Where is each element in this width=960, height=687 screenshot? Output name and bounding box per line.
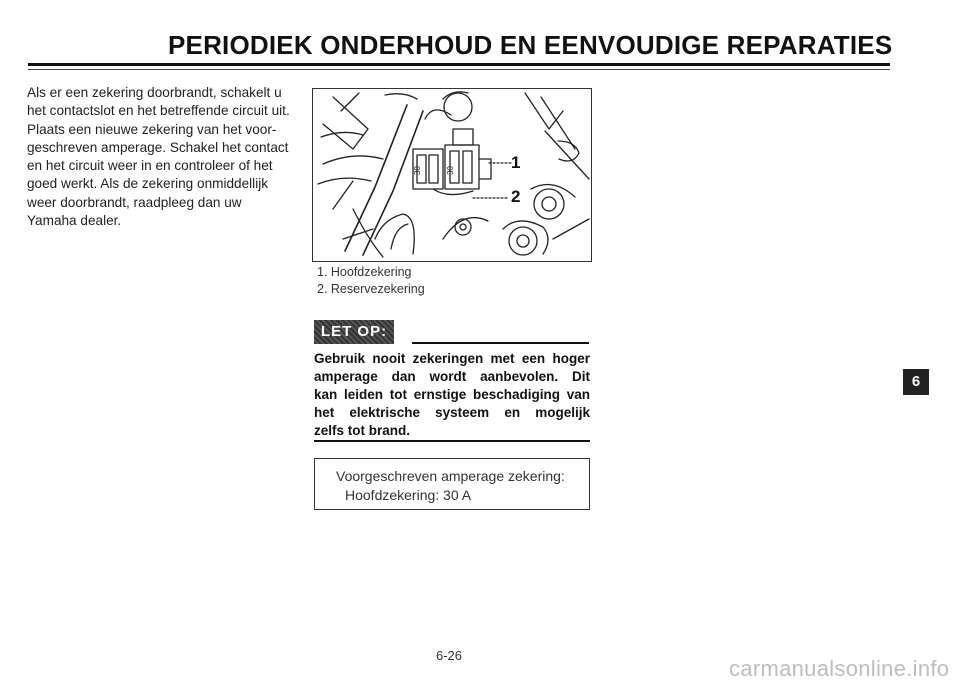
callout-main-fuse: 1 <box>511 153 521 172</box>
caution-line: Gebruik nooit zekeringen met een hoger <box>314 351 590 366</box>
body-line: en het circuit weer in en controleer of het <box>27 158 273 174</box>
body-line: Als er een zekering doorbrandt, schakelt u <box>27 85 282 100</box>
spec-value: Hoofdzekering: 30 A <box>345 487 472 503</box>
caution-line: zelfs tot brand. <box>314 423 411 438</box>
caution-badge: LET OP: <box>314 320 394 344</box>
body-line: geschreven amperage. Schakel het contact <box>27 139 289 155</box>
body-line: Yamaha dealer. <box>27 213 122 229</box>
caption-spare-fuse: 2. Reservezekering <box>317 282 425 296</box>
callout-spare-fuse: 2 <box>511 187 521 206</box>
caution-rule <box>412 342 589 344</box>
fuse-drawing <box>313 89 591 261</box>
spec-box <box>314 458 590 510</box>
page-title: PERIODIEK ONDERHOUD EN EENVOUDIGE REPARATIES <box>168 30 893 60</box>
fuse-illustration <box>312 88 592 262</box>
body-line: Plaats een nieuwe zekering van het voor- <box>27 121 277 137</box>
caution-line: het elektrische systeem en mogelijk <box>314 405 590 420</box>
page-number: 6-26 <box>436 648 463 663</box>
spec-heading: Voorgeschreven amperage zekering: <box>336 468 565 484</box>
watermark: carmanualsonline.info <box>729 656 950 681</box>
caution-end-rule <box>314 440 590 442</box>
caution-line: kan leiden tot ernstige beschadiging van <box>314 387 590 402</box>
caption-main-fuse: 1. Hoofdzekering <box>317 265 412 279</box>
title-rule <box>28 63 890 66</box>
caution-line: amperage dan wordt aanbevolen. Dit <box>314 369 590 384</box>
fuse-mark-main: 30 <box>413 166 422 175</box>
chapter-tab: 6 <box>903 369 929 395</box>
body-line: weer doorbrandt, raadpleeg dan uw <box>27 194 242 210</box>
caution-text <box>314 350 590 440</box>
fuse-mark-spare: 30 <box>446 166 455 175</box>
body-paragraph <box>27 84 303 230</box>
title-rule-thin <box>28 69 890 70</box>
body-line: het contactslot en het betreffende circuit uit. <box>27 103 290 119</box>
body-line: goed werkt. Als de zekering onmiddellijk <box>27 176 269 192</box>
